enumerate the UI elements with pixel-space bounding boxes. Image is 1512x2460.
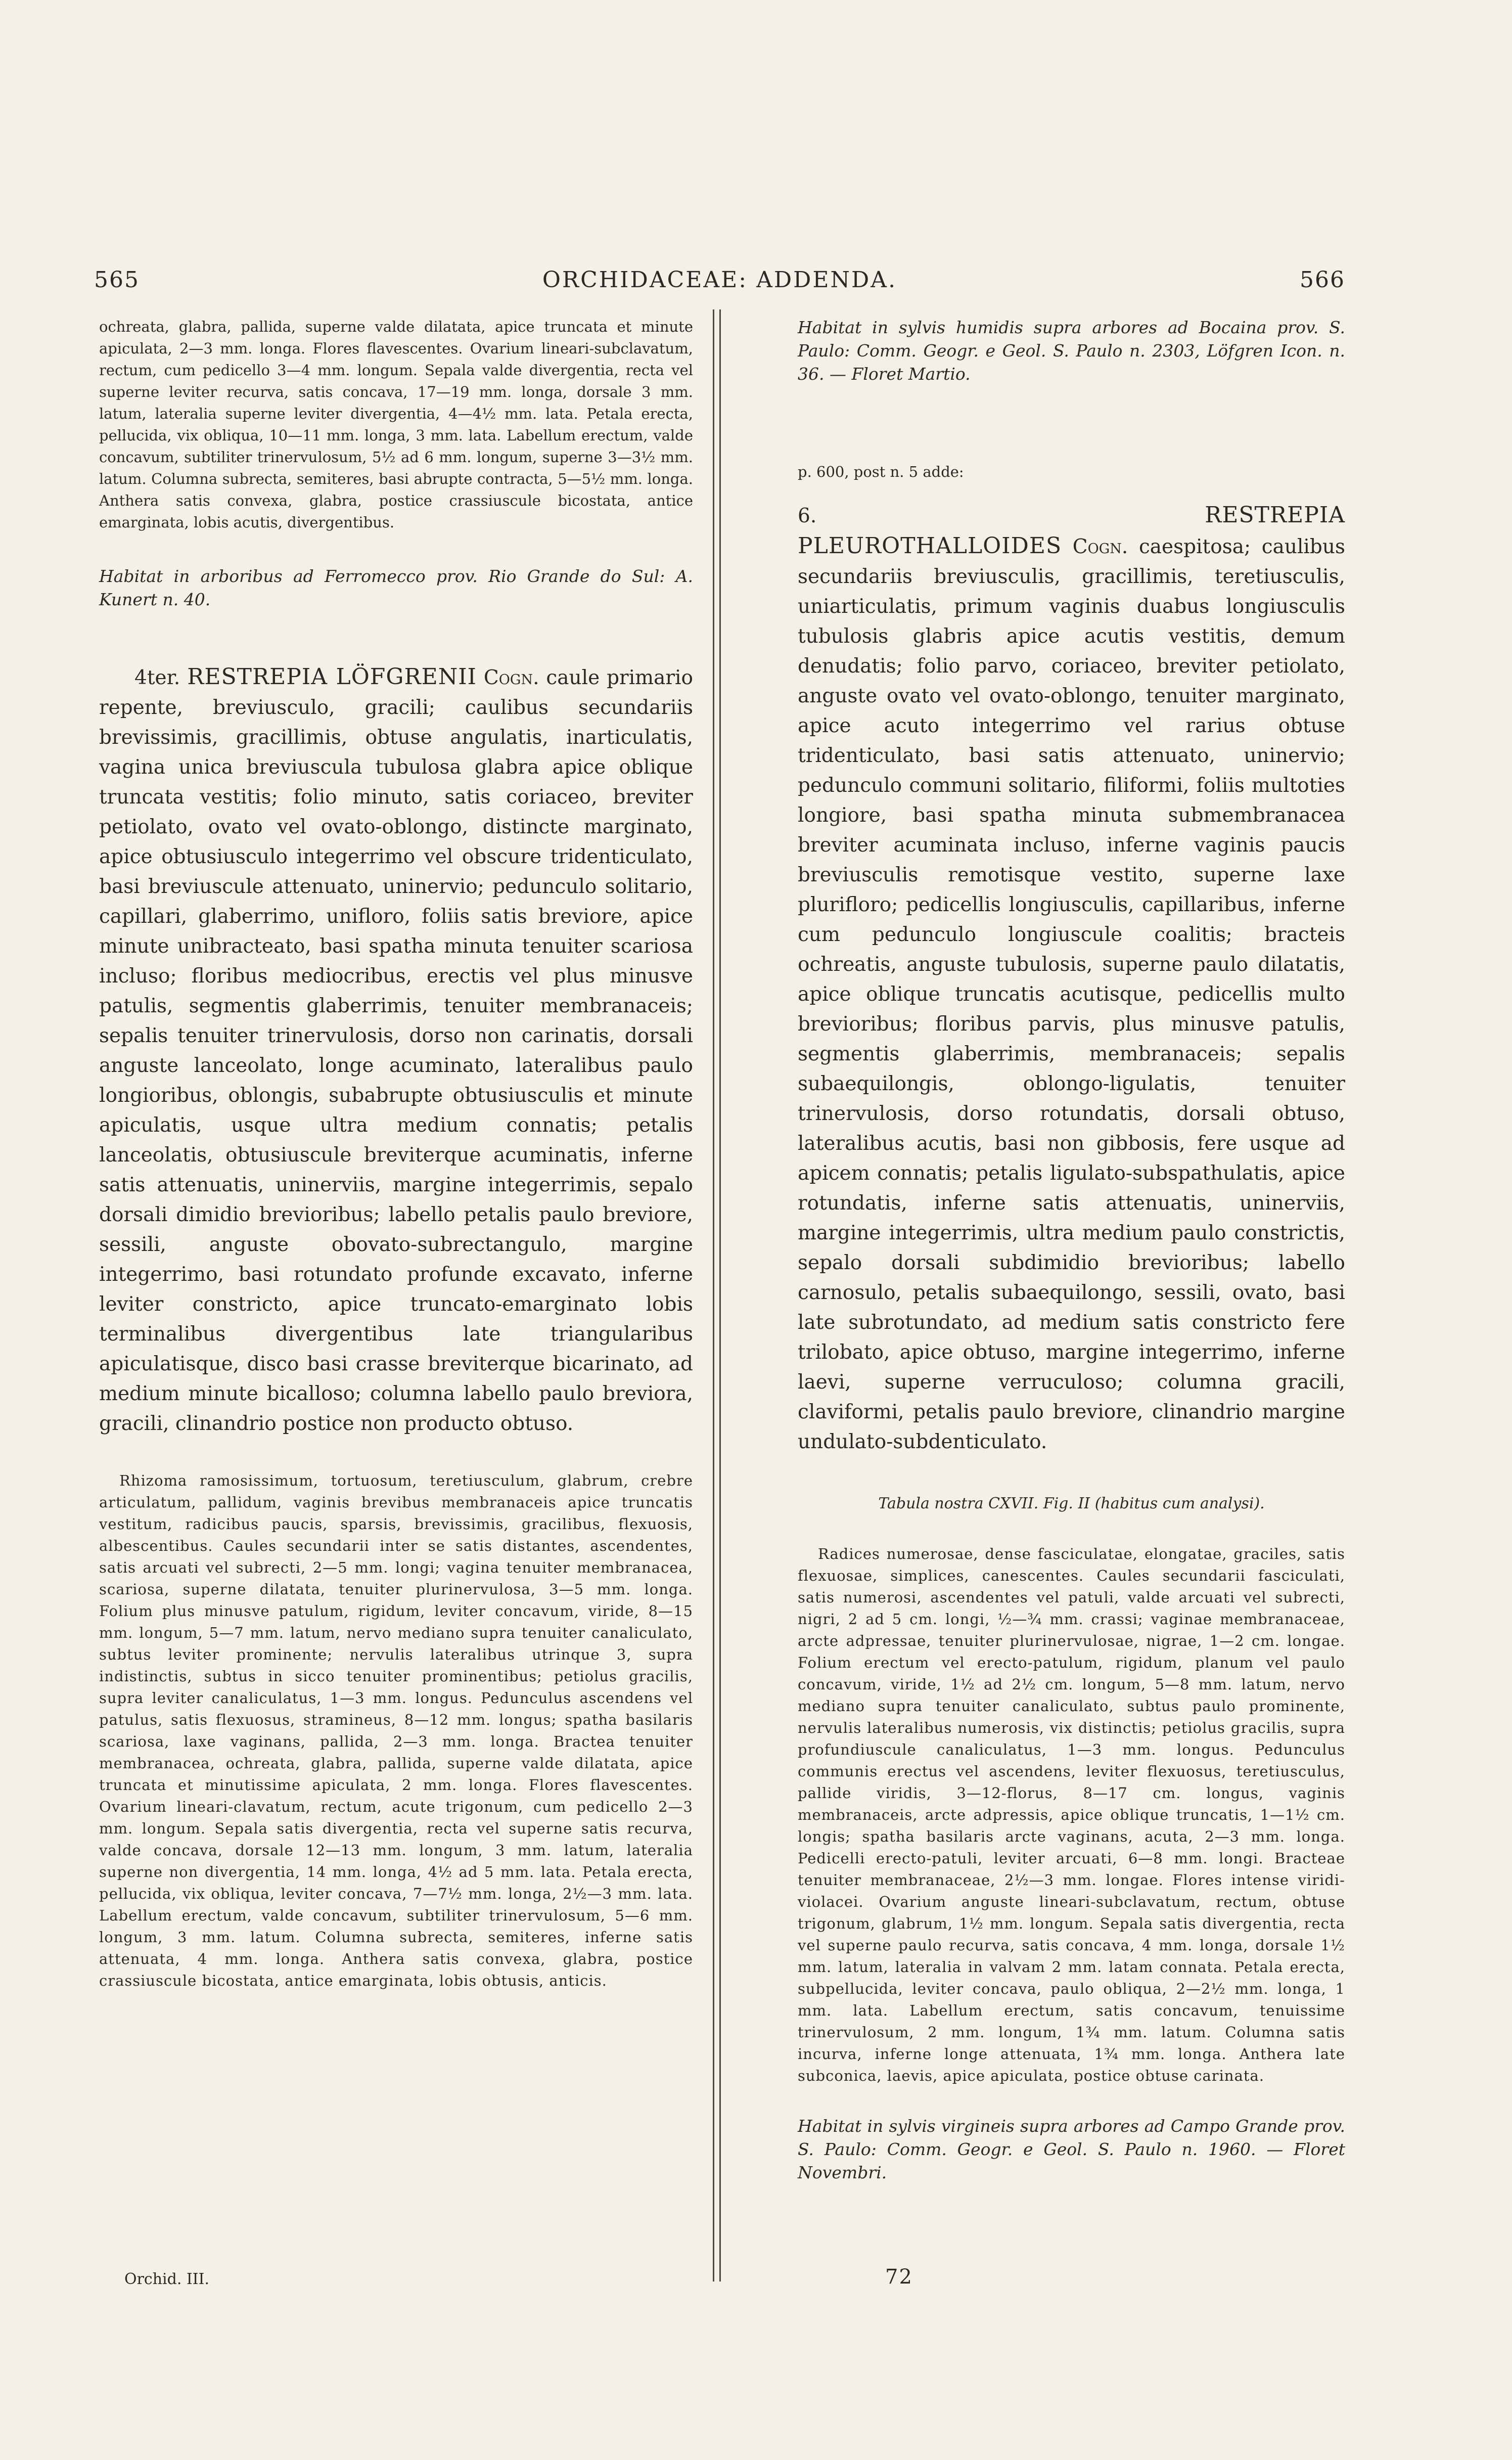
habitat-note: Habitat in sylvis virgineis supra arbores ad Campo Grande prov. S. Paulo: Comm. Geogr. e Geol. S. Paulo n. 1960. — Floret Novembri. xyxy=(798,2116,1345,2182)
species-name: RESTREPIA LÖFGRENII xyxy=(187,664,477,690)
species-description xyxy=(99,662,693,1439)
species-diagnosis: caespitosa; caulibus secundariis breviusculis, gracillimis, teretiusculis, uniarticulatis, primum vaginis duabus longiusculis tubulosis glabris apice acutis vestitis, demum denudatis; folio parvo, coriaceo, breviter petiolato, anguste ovato vel ovato-oblongo, tenuiter marginato, apice acuto integerrimo vel rarius obtuse tridenticulato, basi satis attenuato, uninervio; pedunculo communi solitario, filiformi, foliis multoties longiore, basi spatha minuta submembranacea breviter acuminata incluso, inferne vaginis paucis breviusculis remotisque vestito, superne laxe plurifloro; pedicellis longiusculis, capillaribus, inferne cum pedunculo longiuscule coalitis; bracteis ochreatis, anguste tubulosis, superne paulo dilatatis, apice oblique truncatis acutisque, pedicellis multo brevioribus; floribus parvis, plus minusve patulis, segmentis glaberrimis, membranaceis; sepalis subaequilongis, oblongo-ligulatis, tenuiter trinervulosis, dorso rotundatis, dorsali obtuso, lateralibus acutis, basi non gibbosis, fere usque ad apicem connatis; petalis ligulato-subspathulatis, apice rotundatis, inferne satis attenuatis, uninerviis, margine integerrimis, ultra medium paulo constrictis, sepalo dorsali subdimidio brevioribus; labello carnosulo, petalis subaequilongo, sessili, ovato, basi late subrotundato, ad medium satis constricto fere trilobato, apice obtuso, margine integerrimo, inferne laevi, superne verruculoso; columna gracili, claviformi, petalis paulo breviore, clinandrio margine undulato-subdenticulato. xyxy=(798,535,1345,1453)
detailed-description: Rhizoma ramosissimum, tortuosum, teretiusculum, glabrum, crebre articulatum, pallidum, vaginis brevibus membranaceis apice truncatis vestitum, radicibus paucis, sparsis, brevissimis, gracilibus, flexuosis, albescentibus. Caules secundarii inter se satis distantes, ascendentes, satis arcuati vel subrecti, 2—5 mm. longi; vagina tenuiter membranacea, scariosa, superne dilatata, tenuiter plurinervulosa, 3—5 mm. longa. Folium plus minusve patulum, rigidum, leviter concavum, viride, 8—15 mm. longum, 5—7 mm. latum, nervo mediano supra tenuiter canaliculato, subtus leviter prominente; nervulis lateralibus utrinque 3, supra indistinctis, subtus in sicco tenuiter prominentibus; petiolus gracilis, supra leviter canaliculatus, 1—3 mm. longus. Pedunculus ascendens vel patulus, satis flexuosus, stramineus, 8—12 mm. longus; spatha basilaris scariosa, laxe vaginans, pallida, 2—3 mm. longa. Bractea tenuiter membranacea, ochreata, glabra, pallida, superne valde dilatata, apice truncata et minutissime apiculata, 2 mm. longa. Flores flavescentes. Ovarium lineari-clavatum, rectum, acute trigonum, cum pedicello 2—3 mm. longum. Sepala satis divergentia, recta vel superne satis recurva, valde concava, dorsale 12—13 mm. longum, 3 mm. latum, lateralia superne non divergentia, 14 mm. longa, 4½ ad 5 mm. lata. Petala erecta, pellucida, vix obliqua, leviter concava, 7—7½ mm. longa, 2½—3 mm. lata. Labellum erectum, valde concavum, subtiliter trinervulosum, 5—6 mm. longum, 3 mm. latum. Columna subrecta, semiteres, inferne satis attenuata, 4 mm. longa. Anthera satis convexa, glabra, postice crassiuscule bicostata, antice emarginata, lobis obtusis, anticis. xyxy=(99,1472,693,1989)
sheet-number: 72 xyxy=(885,2265,913,2289)
species-name: RESTREPIA PLEUROTHALLOIDES xyxy=(798,502,1345,559)
page-number-left: 565 xyxy=(94,267,140,293)
page-header xyxy=(94,267,1345,307)
species-author: Cogn. xyxy=(483,666,539,689)
species-description xyxy=(798,500,1345,1457)
column-divider xyxy=(713,309,721,2282)
species-number: 6. xyxy=(798,505,817,527)
running-title: ORCHIDACEAE: ADDENDA. xyxy=(542,267,897,293)
species-number: 4ter. xyxy=(134,666,180,689)
species-author: Cogn. xyxy=(1072,535,1128,558)
signature-mark: Orchid. III. xyxy=(124,2270,210,2288)
left-column xyxy=(99,316,693,1992)
habitat-note: Habitat in sylvis humidis supra arbores ad Bocaina prov. S. Paulo: Comm. Geogr. e Geol. S. Paulo n. 2303, Löfgren Icon. n. 36. — Floret Martio. xyxy=(798,318,1345,384)
species-diagnosis: caule primario repente, breviusculo, gracili; caulibus secundariis brevissimis, gracillimis, obtuse angulatis, inarticulatis, vagina unica breviuscula tubulosa glabra apice oblique truncata vestitis; folio minuto, satis coriaceo, breviter petiolato, ovato vel ovato-oblongo, distincte marginato, apice obtusiusculo integerrimo vel obscure tridenticulato, basi breviuscule attenuato, uninervio; pedunculo solitario, capillari, glaberrimo, unifloro, foliis satis breviore, apice minute unibracteato, basi spatha minuta tenuiter scariosa incluso; floribus mediocribus, erectis vel plus minusve patulis, segmentis glaberrimis, tenuiter membranaceis; sepalis tenuiter trinervulosis, dorso non carinatis, dorsali anguste lanceolato, longe acuminato, lateralibus paulo longioribus, oblongis, subabrupte obtusiusculis et minute apiculatis, usque ultra medium connatis; petalis lanceolatis, obtusiuscule breviterque acuminatis, inferne satis attenuatis, uninerviis, margine integerrimis, sepalo dorsali dimidio brevioribus; labello petalis paulo breviore, sessili, anguste obovato-subrectangulo, margine integerrimo, basi rotundato profunde excavato, inferne leviter constricto, apice truncato-emarginato lobis terminalibus divergentibus late triangularibus apiculatisque, disco basi crasse breviterque bicarinato, ad medium minute bicalloso; columna labello paulo breviora, gracili, clinandrio postice non producto obtuso. xyxy=(99,666,693,1435)
right-column xyxy=(798,316,1345,2184)
habitat-note: Habitat in arboribus ad Ferromecco prov. Rio Grande do Sul: A. Kunert n. 40. xyxy=(99,566,693,609)
paragraph-continuation: ochreata, glabra, pallida, superne valde dilatata, apice truncata et minute apiculata, 2—3 mm. longa. Flores flavescentes. Ovarium lineari-subclavatum, rectum, cum pedicello 3—4 mm. longum. Sepala valde divergentia, recta vel superne leviter recurva, satis concava, 17—19 mm. longa, dorsale 3 mm. latum, lateralia superne leviter divergentia, 4—4½ mm. lata. Petala erecta, pellucida, vix obliqua, 10—11 mm. longa, 3 mm. lata. Labellum erectum, valde concavum, subtiliter trinervulosum, 5½ ad 6 mm. longum, superne 3—3½ mm. latum. Columna subrecta, semiteres, basi abrupte contracta, 5—5½ mm. longa. Anthera satis convexa, glabra, postice crassiuscule bicostata, antice emarginata, lobis acutis, divergentibus. xyxy=(99,318,693,531)
detailed-description: Radices numerosae, dense fasciculatae, elongatae, graciles, satis flexuosae, simplices, canescentes. Caules secundarii fasciculati, satis numerosi, ascendentes vel patuli, valde arcuati vel subrecti, nigri, 2 ad 5 cm. longi, ½—¾ mm. crassi; vaginae membranaceae, arcte adpressae, tenuiter plurinervulosae, nigrae, 1—2 cm. longae. Folium erectum vel erecto-patulum, rigidum, planum vel paulo concavum, viride, 1½ ad 2½ cm. longum, 5—8 mm. latum, nervo mediano supra tenuiter canaliculato, subtus paulo prominente, nervulis lateralibus numerosis, vix distinctis; petiolus gracilis, supra profundiuscule canaliculatus, 1—3 mm. longus. Pedunculus communis erectus vel ascendens, leviter flexuosus, teretiusculus, pallide viridis, 3—12-florus, 8—17 cm. longus, vaginis membranaceis, arcte adpressis, apice oblique truncatis, 1—1½ cm. longis; spatha basilaris arcte vaginans, acuta, 2—3 mm. longa. Pedicelli erecto-patuli, leviter arcuati, 6—8 mm. longi. Bracteae tenuiter membranaceae, 2½—3 mm. longae. Flores intense viridi-violacei. Ovarium anguste lineari-subclavatum, rectum, obtuse trigonum, glabrum, 1½ mm. longum. Sepala satis divergentia, recta vel superne paulo recurva, satis concava, 4 mm. longa, dorsale 1½ mm. latum, lateralia in valvam 2 mm. latam connata. Petala erecta, subpellucida, leviter concava, paulo obliqua, 2—2½ mm. longa, 1 mm. lata. Labellum erectum, satis concavum, tenuissime trinervulosum, 2 mm. longum, 1¾ mm. latum. Columna satis incurva, inferne longe attenuata, 1¾ mm. longa. Anthera late subconica, laevis, apice apiculata, postice obtuse carinata. xyxy=(798,1545,1345,2084)
page-number-right: 566 xyxy=(1300,267,1345,293)
plate-reference: Tabula nostra CXVII. Fig. II (habitus cum analysi). xyxy=(878,1495,1265,1512)
reference-note: p. 600, post n. 5 adde: xyxy=(798,463,964,480)
